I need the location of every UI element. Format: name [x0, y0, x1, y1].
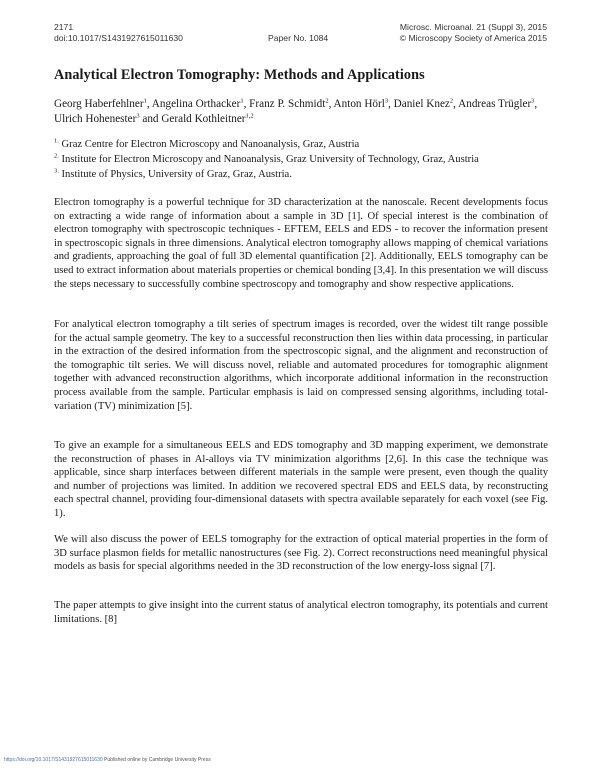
body-paragraph: Electron tomography is a powerful technique for 3D characterization at the nanoscale. Recent developments focus on extracting a wide range of information about a sample in 3D [1]. Of special interest is the combination of electron tomography with spectroscopic techniques - EFTEM, EELS and EDS - to recover the information present in spectroscopic signals in three dimensions. Analytical electron tomography allows mapping of chemical variations and gradients, approaching the goal of full 3D elemental quantification [2]. Additionally, EELS tomography can be used to extract information about materials properties or chemical bonding [3,4]. In this presentation we will discuss the steps necessary to successfully combine spectroscopy and tomography and show respective applications.	[54, 197, 548, 290]
author: Franz P. Schmidt$^2$,	[249, 97, 334, 110]
author: Andreas Trügler$^3$,	[458, 97, 538, 110]
affiliation: $^{3.}$ Institute of Physics, University of Graz, Graz, Austria.	[54, 167, 292, 180]
header-right	[400, 22, 547, 44]
author: Ulrich Hohenester$^3$ and	[54, 112, 162, 125]
paper-number: Paper No. 1084	[268, 33, 329, 43]
affiliation: $^{1.}$ Graz Centre for Electron Microscopy and Nanoanalysis, Graz, Austria	[54, 137, 360, 150]
header-left	[54, 22, 183, 44]
body-paragraph: We will also discuss the power of EELS tomography for the extraction of optical material properties in the form of 3D surface plasmon fields for metallic nanostructures (see Fig. 2). Correct reconstructions need meaningful physical models as basis for special algorithms needed in the 3D reconstruction of the low energy-loss signal [7].	[54, 534, 548, 573]
doi: doi:10.1017/S1431927615011630	[54, 33, 183, 43]
body-paragraph: For analytical electron tomography a tilt series of spectrum images is recorded, over the widest tilt range possible for the actual sample geometry. The key to a successful reconstruction then lies within data processing, in particular in the extraction of the desired information from the spectroscopic signal, and the alignment and reconstruction of the tomographic tilt series. We will discuss novel, reliable and automated procedures for tomographic alignment together with advanced reconstruction algorithms, which incorporate additional information in the reconstruction process available from the sample. Particular emphasis is laid on compressed sensing algorithms, including total-variation (TV) minimization [5].	[54, 319, 548, 412]
doi-link[interactable]: https://doi.org/10.1017/S1431927615011630	[4, 757, 103, 763]
copyright: © Microscopy Society of America 2015	[399, 33, 547, 43]
author: Anton Hörl$^3$,	[333, 97, 394, 110]
author: Gerald Kothleitner$^{1,2}$	[161, 112, 254, 125]
body-paragraph: To give an example for a simultaneous EELS and EDS tomography and 3D mapping experiment, we demonstrate the reconstruction of phases in Al-alloys via TV minimization algorithms [2,6]. In this case the technique was applicable, since sharp interfaces between different materials in the sample were present, even though the quality and number of projections was limited. In addition we recovered spectral EDS and EELS data, by reconstructing each spectral channel, providing four-dimensional datasets with spectra available separately for each voxel (see Fig. 1).	[54, 440, 548, 519]
journal-citation: Microsc. Microanal. 21 (Suppl 3), 2015	[399, 22, 547, 32]
body-paragraph: The paper attempts to give insight into the current status of analytical electron tomography, its potentials and current limitations. [8]	[54, 600, 548, 625]
author: Angelina Orthacker$^1$,	[151, 97, 250, 110]
publisher-note: Published online by Cambridge University Press	[102, 757, 211, 763]
affiliation: $^{2.}$ Institute for Electron Microscopy and Nanoanalysis, Graz University of Technology, Graz, Austria	[54, 152, 479, 165]
page-number: 2171	[54, 22, 74, 32]
author-list	[54, 97, 554, 127]
footer	[4, 757, 211, 763]
author: Georg Haberfehlner$^1$,	[54, 97, 152, 110]
paper-title: Analytical Electron Tomography: Methods and Applications	[54, 67, 425, 83]
author: Daniel Knez$^2$,	[393, 97, 459, 110]
